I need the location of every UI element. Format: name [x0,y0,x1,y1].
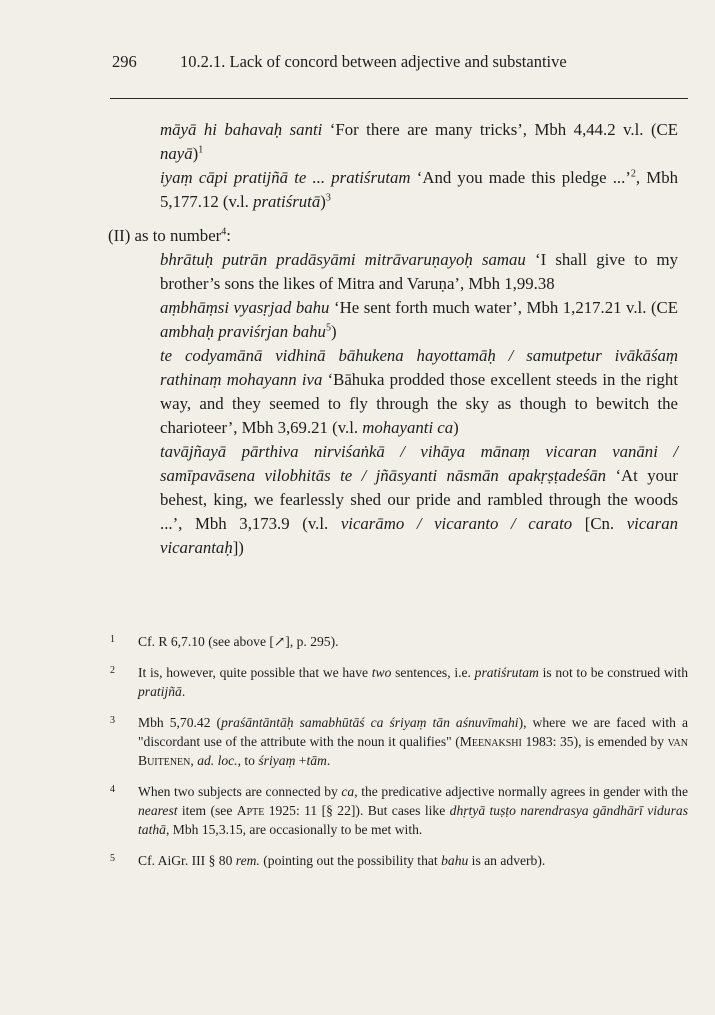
translation-text: ‘He sent forth much water’, Mbh 1,217.21 v.l. (CE [329,298,678,317]
footnote-text: , the predicative adjective normally agrees in gender with the [354,784,688,799]
footnote-text: , [190,753,198,768]
footnote-text: + [295,753,307,768]
example-1: māyā hi bahavaḥ santi ‘For there are many tricks’, Mbh 4,44.2 v.l. (CE nayā)$^1$ [160,120,678,163]
footnote-emphasis: pratijñā [138,684,182,699]
translation-text: ‘And you made this pledge ...’ [410,168,631,187]
footnote-number: 4 [110,784,115,795]
footnote-text: , to [237,753,259,768]
footnote-ref: 1 [198,144,204,156]
main-text [108,118,688,560]
sanskrit-text: tavājñayā pārthiva nirviśaṅkā / vihāya mānaṃ vicaran vanāni / samīpavāsena vilobhitās te / jñāsyanti nāsmān apakṛṣṭadeśān [160,442,678,485]
variant-text: ambhaḥ praviśrjan bahu [160,322,326,341]
footnote-1 [108,632,688,651]
footnote-number: 3 [110,715,115,726]
footnote-text: Cf. R 6,7.10 (see above [↗], p. 295). [138,634,339,649]
footnote-emphasis: ca [341,784,355,799]
sanskrit-text: māyā hi bahavaḥ santi [160,120,323,139]
footnote-5 [108,851,688,870]
footnote-text: It is, however, quite possible that we have [138,665,372,680]
footnote-emphasis: ad. loc. [197,753,238,768]
author-name: van Buitenen [138,734,688,768]
section-heading [108,224,688,248]
example-3 [160,248,678,296]
footnote-3 [108,713,688,770]
header-rule [110,98,688,99]
footnote-text: item (see [177,803,237,818]
footnote-text: When two subjects are connected by [138,784,342,799]
section-label: (II) as to number [108,226,222,245]
footnote-2 [108,663,688,701]
variant-text: nayā [160,144,193,163]
footnote-emphasis: pratiśrutam [474,665,539,680]
footnote-text: Mbh 5,70.42 ( [138,715,222,730]
sanskrit-text: iyaṃ cāpi pratijñā te ... pratiśrutam [160,168,411,187]
footnote-ref: 2 [630,168,636,180]
variant-text: vicarāmo / vicaranto / carato [340,514,573,533]
author-name: Meenakshi [459,734,522,749]
example-5 [160,344,678,440]
section-title: 10.2.1. Lack of concord between adjective and substantive [180,52,567,71]
footnote-text: ), where we are faced with a "discordant use of the attribute with the noun it qualifies" ( [138,715,689,749]
variant-text: vicaran vicarantaḥ [160,514,678,557]
footnote-text: is an adverb). [468,853,546,868]
footnote-emphasis: bahu [441,853,469,868]
footnote-text: is not to be construed with [538,665,688,680]
example-4 [160,296,678,344]
footnote-text: 1983: 35), is emended by [521,734,668,749]
footnote-text: , Mbh 15,3.15, are occasionally to be met with. [165,822,423,837]
author-name: Apte [236,803,265,818]
footnote-ref: 5 [325,322,331,334]
footnote-emphasis: nearest [138,803,178,818]
footnote-ref: 3 [325,192,331,204]
footnote-emphasis: tām [306,753,327,768]
variant-text: mohayanti ca [362,418,454,437]
footnote-emphasis: dhṛtyā tuṣṭo narendrasya gāndhārī viduras tathā [138,803,688,837]
footnote-text: 1925: 11 [§ 22]). But cases like [264,803,450,818]
footnote-text: Cf. AiGr. III § 80 [138,853,236,868]
footnote-text: sentences, i.e. [391,665,475,680]
variant-text: pratiśrutā [253,192,321,211]
citation-text: , Mbh 5,177.12 (v.l. [160,168,679,211]
footnote-emphasis: śriyaṃ [258,753,296,768]
translation-text: ‘For there are many tricks’, Mbh 4,44.2 v.l. (CE [322,120,678,139]
closing-paren: ) [320,192,326,211]
sanskrit-text: te codyamānā vidhinā bāhukena hayottamāḥ / samutpetur ivākāśaṃ rathinaṃ mohayann iva [160,346,678,389]
citation-text: [Cn. [572,514,627,533]
footnote-text: . [326,753,331,768]
translation-text: ‘At your behest, king, we fearlessly shed our pride and rambled through the woods ...’, Mbh 3,173.9 (v.l. [160,466,678,533]
example-6 [160,440,678,560]
closing-paren: ]) [232,538,244,557]
footnote-text: (pointing out the possibility that [259,853,442,868]
footnote-emphasis: praśāntāntāḥ samabhūtāś ca śriyaṃ tān aśnuvīmahi [221,715,519,730]
translation-text: ‘Bāhuka prodded those excellent steeds in the right way, and they seemed to fly through the sky as though to bewitch the charioteer’, Mbh 3,69.21 (v.l. [160,370,678,437]
footnote-emphasis: rem. [235,853,260,868]
sanskrit-text: aṃbhāṃsi vyasṛjad bahu [160,298,330,317]
footnote-number: 2 [110,665,115,676]
closing-paren: ) [330,322,337,341]
footnote-number: 1 [110,634,115,645]
footnote-4 [108,782,688,839]
translation-text: ‘I shall give to my brother’s sons the likes of Mitra and Varuṇa’, Mbh 1,99.38 [160,250,678,293]
footnote-number: 5 [110,853,115,864]
footnote-emphasis: two [371,665,392,680]
sanskrit-text: bhrātuḥ putrān pradāsyāmi mitrāvaruṇayoḥ samau [160,250,526,269]
colon: : [226,226,231,245]
footnote-text: . [181,684,186,699]
example-2 [160,166,678,214]
footnote-ref: 4 [221,226,227,238]
closing-paren: ) [453,418,459,437]
footnotes [108,632,688,882]
page-number: 296 [112,52,137,71]
